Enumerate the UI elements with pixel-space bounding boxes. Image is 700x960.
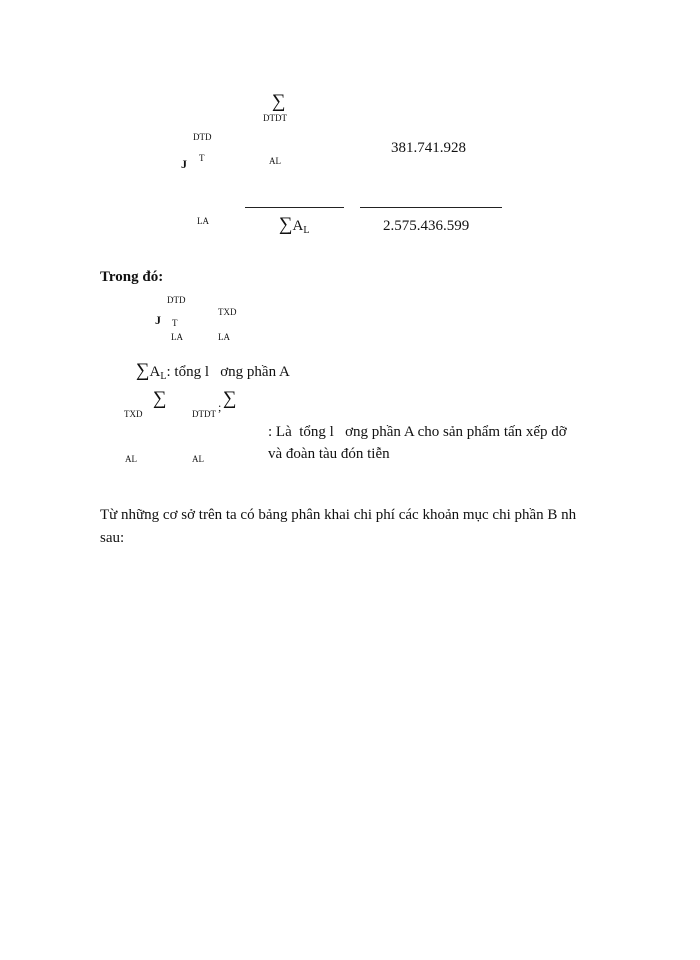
where-txd: TXD [218,307,237,317]
where-heading: Trong đó: [100,269,164,285]
where-semicolon: ; [218,400,222,414]
where-la-1: LA [171,332,183,342]
sum-a-subscript: L [303,225,310,236]
where-sigma: ∑ [136,360,150,381]
label-dtd: DTD [193,132,212,142]
sum-symbol-dtdt: ∑ [223,388,237,409]
sum-a: A [292,218,304,234]
sum-al-definition [136,361,290,382]
denominator-value: 2.575.436.599 [383,218,470,234]
where-t: T [172,318,178,328]
where-txd-2: TXD [124,409,143,419]
sum-al-description: : tổng l ơng phần A [166,364,290,380]
paragraph-line-2: sau: [100,530,125,546]
where-a-subscript: L [160,371,167,382]
sum-symbol-top: ∑ [272,91,286,112]
where-la-2: LA [218,332,230,342]
where-al-1: AL [125,454,137,464]
fraction-line-right [360,207,502,208]
fraction-line-left [245,207,344,208]
label-t: T [199,153,205,163]
where-dtdt: DTDT [192,409,216,419]
sum-txd-description-line1: : Là tổng l ơng phần A cho sản phẩm tấn xếp dỡ [268,424,567,440]
sum-symbol-txd: ∑ [153,388,167,409]
where-a: A [149,364,161,380]
sum-txd-description-line2: và đoàn tàu đón tiễn [268,446,390,462]
label-dtdt: DTDT [263,113,287,123]
sum-symbol-bottom: ∑ [279,214,293,235]
numerator-value: 381.741.928 [391,140,466,156]
label-la: LA [197,216,209,226]
where-j: J [155,313,161,327]
where-dtd: DTD [167,295,186,305]
label-al: AL [269,156,281,166]
label-j: J [181,157,187,171]
where-al-2: AL [192,454,204,464]
sum-al-denominator [279,215,310,236]
paragraph-line-1: Từ những cơ sở trên ta có bảng phân khai chi phí các khoản mục chi phần B nh [100,507,577,523]
